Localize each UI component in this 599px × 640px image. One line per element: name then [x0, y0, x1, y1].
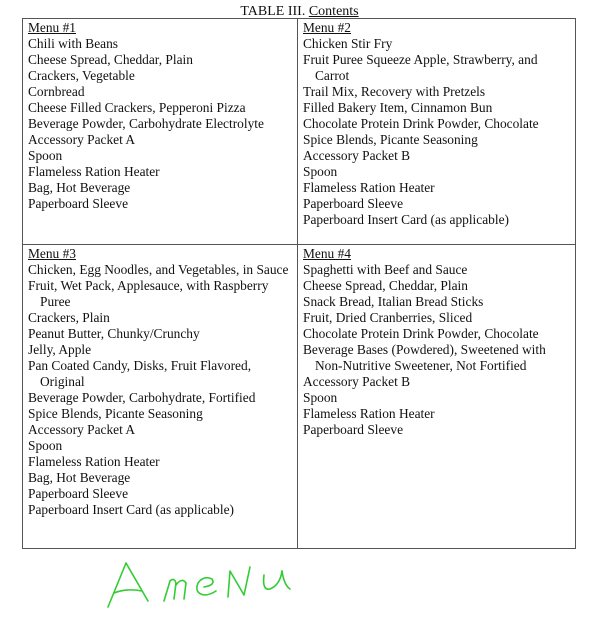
- menu-item: Cheese Filled Crackers, Pepperoni Pizza: [28, 100, 246, 115]
- menu-item: Cheese Spread, Cheddar, Plain: [303, 278, 468, 293]
- menu-item: Beverage Powder, Carbohydrate Electrolyte: [28, 116, 264, 131]
- menu-item: Crackers, Vegetable: [28, 68, 135, 83]
- menu-heading: Menu #4: [303, 246, 351, 261]
- menu-item: Trail Mix, Recovery with Pretzels: [303, 84, 486, 99]
- menu-item: Spoon: [28, 438, 63, 453]
- menu-item: Flameless Ration Heater: [303, 180, 435, 195]
- menu-item: Accessory Packet B: [303, 148, 411, 163]
- menu-item: Paperboard Sleeve: [28, 196, 129, 211]
- menu-cell-2: [298, 19, 576, 245]
- menu-item: Paperboard Insert Card (as applicable): [28, 502, 234, 517]
- menu-item: Accessory Packet B: [303, 374, 411, 389]
- table-row: [23, 19, 576, 245]
- menu-item: Bag, Hot Beverage: [28, 470, 131, 485]
- menu-cell-1: [23, 19, 298, 245]
- menu-item: Snack Bread, Italian Bread Sticks: [303, 294, 484, 309]
- menu-item: Beverage Powder, Carbohydrate, Fortified: [28, 390, 256, 405]
- menu-item: Flameless Ration Heater: [28, 454, 160, 469]
- menu-item: Flameless Ration Heater: [28, 164, 160, 179]
- menu-item: Peanut Butter, Chunky/Crunchy: [28, 326, 200, 341]
- menu-item-list: [28, 36, 293, 212]
- menu-item: Spice Blends, Picante Seasoning: [303, 132, 478, 147]
- menu-item-list: [303, 36, 571, 228]
- menu-item: Paperboard Sleeve: [303, 196, 404, 211]
- table-title-contents: Contents: [308, 4, 359, 19]
- menu-contents-table: [22, 18, 576, 549]
- menu-item: Spice Blends, Picante Seasoning: [28, 406, 203, 421]
- menu-item: Cornbread: [28, 84, 85, 99]
- menu-item: Spoon: [303, 390, 338, 405]
- menu-item: Crackers, Plain: [28, 310, 110, 325]
- menu-item: Accessory Packet A: [28, 422, 136, 437]
- menu-item: Cheese Spread, Cheddar, Plain: [28, 52, 193, 67]
- menu-item: Paperboard Sleeve: [28, 486, 129, 501]
- menu-item: Spoon: [28, 148, 63, 163]
- menu-cell-4: [298, 245, 576, 549]
- table-title-prefix: TABLE III.: [240, 4, 306, 19]
- menu-item: Fruit Puree Squeeze Apple, Strawberry, and Carrot: [303, 52, 538, 83]
- menu-item: Beverage Bases (Powdered), Sweetened with Non-Nutritive Sweetener, Not Fortified: [303, 342, 546, 373]
- table-row: [23, 245, 576, 549]
- menu-heading: Menu #1: [28, 20, 76, 35]
- menu-item: Chocolate Protein Drink Powder, Chocolate: [303, 116, 539, 131]
- menu-item: Chicken Stir Fry: [303, 36, 393, 51]
- menu-item: Fruit, Wet Pack, Applesauce, with Raspberry Puree: [28, 278, 269, 309]
- menu-item: Bag, Hot Beverage: [28, 180, 131, 195]
- menu-heading: Menu #2: [303, 20, 351, 35]
- menu-item: Spoon: [303, 164, 338, 179]
- menu-item-list: [28, 262, 293, 518]
- menu-item: Paperboard Insert Card (as applicable): [303, 212, 509, 227]
- menu-item: Pan Coated Candy, Disks, Fruit Flavored, Original: [28, 358, 252, 389]
- menu-item: Paperboard Sleeve: [303, 422, 404, 437]
- menu-item: Spaghetti with Beef and Sauce: [303, 262, 468, 277]
- menu-item: Accessory Packet A: [28, 132, 136, 147]
- handwriting-strokes: [108, 563, 290, 607]
- menu-item: Chicken, Egg Noodles, and Vegetables, in Sauce: [28, 262, 289, 277]
- menu-heading: Menu #3: [28, 246, 76, 261]
- menu-item: Filled Bakery Item, Cinnamon Bun: [303, 100, 493, 115]
- menu-cell-3: [23, 245, 298, 549]
- menu-item-list: [303, 262, 571, 438]
- menu-item: Flameless Ration Heater: [303, 406, 435, 421]
- menu-item: Jelly, Apple: [28, 342, 92, 357]
- menu-item: Chocolate Protein Drink Powder, Chocolate: [303, 326, 539, 341]
- handwritten-annotation: [104, 557, 324, 617]
- menu-item: Chili with Beans: [28, 36, 119, 51]
- menu-item: Fruit, Dried Cranberries, Sliced: [303, 310, 473, 325]
- handwritten-a-menu-drawing: [104, 557, 324, 617]
